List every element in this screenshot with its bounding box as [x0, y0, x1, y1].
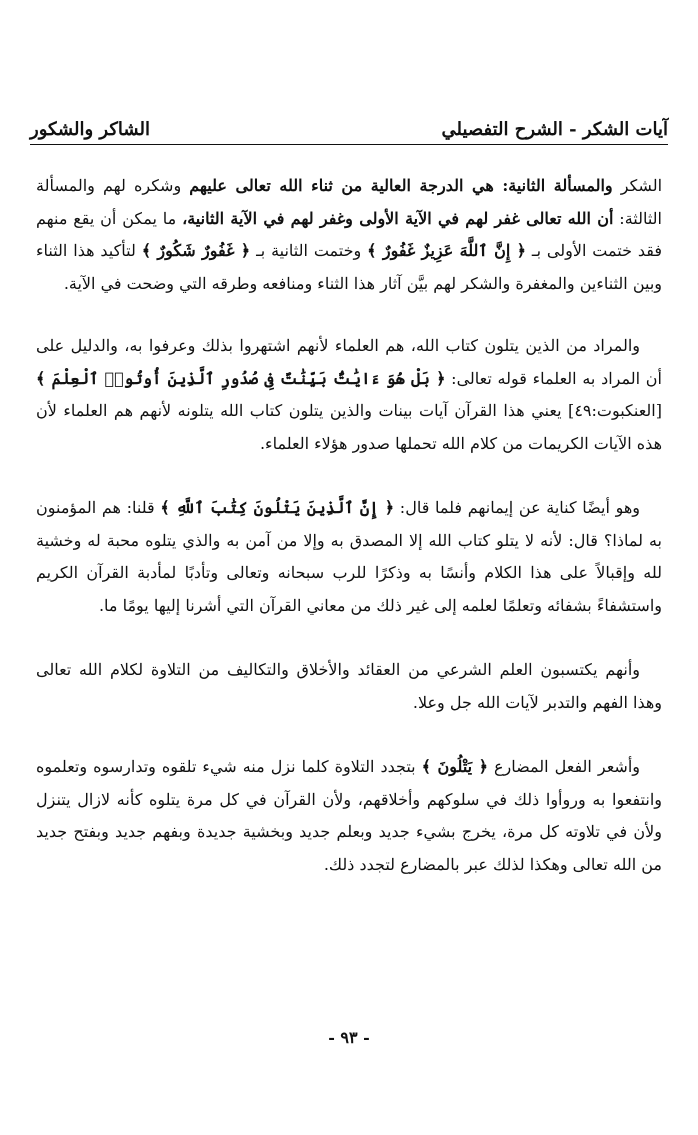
p2-quran-verse: ﴿ بَلْ هُوَ ءَايَٰتٌۢ بَيِّنَٰتٌ فِى صُدُورِ ٱلَّذِينَ أُوتُوا۟ ٱلْعِلْمَ ﴾ — [36, 368, 446, 388]
p2-text-1: والمراد من الذين يتلون كتاب الله، هم العلماء لأنهم اشتهروا بذلك وعرفوا به، والدليل على أن المراد به العلماء قوله تعالى: — [36, 336, 662, 388]
p1-text-5: لتأكيد هذا الثناء وبين الثناءين والمغفرة والشكر لهم بيَّن آثار هذا الثناء ومنافعه وطرقه التي وضحت في الآية. — [36, 241, 662, 293]
p1-quran-verse-1: ﴿ إِنَّ ٱللَّهَ عَزِيزٌ غَفُورٌ ﴾ — [367, 241, 527, 260]
p5-quran-verse: ﴿ يَتْلُونَ ﴾ — [421, 757, 488, 776]
p5-text-2: بتجدد التلاوة كلما نزل منه شيء تلقوه وتدارسوه وتعلموه وانتفعوا به وروأوا ذلك في سلوكهم وأخلاقهم، ولأن القرآن في كل مرة يتلوه كأنه لازال يتنزل ولأن في تلاوته كل مرة، يخرج بشيء جديد وبعلم جديد وبخشية جديدة وبفهم جديد وبفتح جديد من الله تعالى وهكذا لذلك عبر بالمضارع لتجدد ذلك. — [36, 757, 663, 874]
p1-bold-1: والمسألة الثانية: هي الدرجة العالية من ثناء الله تعالى عليهم — [189, 176, 613, 195]
paragraph-1 — [36, 170, 662, 300]
p1-text-1: الشكر — [620, 176, 663, 195]
p3-quran-verse: ﴿ إِنَّ ٱلَّذِينَ يَتْلُونَ كِتَٰبَ ٱللَّهِ ﴾ — [160, 498, 395, 517]
header-chapter-title: آيات الشكر - الشرح التفصيلي — [441, 119, 668, 140]
p5-text-1: وأشعر الفعل المضارع — [494, 757, 640, 776]
p1-text-3: ما يمكن أن يقع منهم فقد ختمت الأولى بـ — [36, 208, 662, 260]
p1-bold-2: أن الله تعالى غفر لهم في الآية الأولى وغفر لهم في الآية الثانية، — [182, 208, 614, 228]
paragraph-5 — [36, 751, 662, 881]
p3-text-2: قلنا: هم المؤمنون به لماذا؟ قال: لأنه لا يتلو كتاب الله إلا المصدق به وإلا من آمن به والذي يتلوه محبة له وخشية لله وإقبالاً على هذا الكلام وأنسًا به وذكرًا للرب سبحانه وتعالى وتأدبًا لمأدبة القرآن الكريم واستشفاءً بشفائه وتعلمًا لعلمه إلى غير ذلك من معاني القرآن التي أشرنا إليها يومًا ما. — [36, 498, 662, 615]
p3-text-1: وهو أيضًا كناية عن إيمانهم فلما قال: — [399, 498, 641, 517]
p1-text-4: وختمت الثانية بـ — [256, 241, 362, 260]
running-header — [30, 96, 668, 145]
p2-text-2: [العنكبوت:٤٩] يعني هذا القرآن آيات بينات والذين يتلون كتاب الله يتلونه لأنهم هم العلماء لأن هذه الآيات الكريمات من كلام الله تحملها صدور هؤلاء العلماء. — [36, 401, 662, 453]
p1-text-2: وشكره لهم والمسألة الثالثة: — [36, 176, 662, 228]
page-number: - ٩٣ - — [328, 1028, 370, 1047]
header-section-title: الشاكر والشكور — [30, 119, 150, 140]
paragraph-3 — [36, 492, 662, 622]
paragraph-4 — [36, 654, 662, 719]
page-body — [36, 170, 662, 913]
paragraph-2 — [36, 330, 662, 460]
p4-text-1: وأنهم يكتسبون العلم الشرعي من العقائد والأخلاق والتكاليف من التلاوة لكلام الله تعالى وهذا الفهم والتدبر لآيات الله جل وعلا. — [36, 660, 662, 712]
p1-quran-verse-2: ﴿ غَفُورٌ شَكُورٌ ﴾ — [141, 241, 251, 260]
